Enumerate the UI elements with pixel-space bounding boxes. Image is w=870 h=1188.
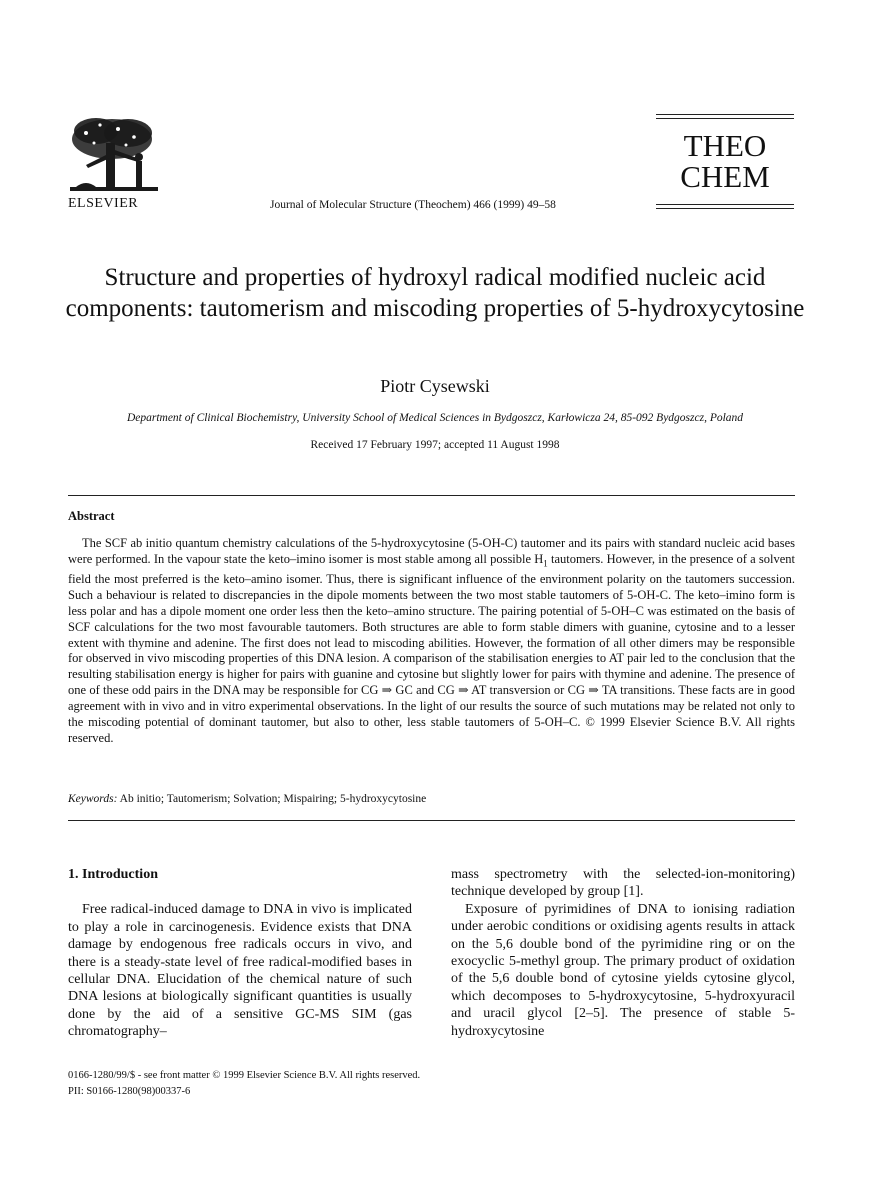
paragraph: Exposure of pyrimidines of DNA to ionising radiation under aerobic conditions or oxidising agents results in attack on the 5,6 double bond of the pyrimidine ring or on the exocyclic 5-methyl group. The primary product of oxidation of the 5,6 double bond of cytosine yields cytosine glycol, which decomposes to 5-hydroxycytosine, 5-hydroxyuracil and uracil glycol [2–5]. The presence of stable 5-hydroxycytosine [451, 901, 795, 1039]
keywords-list: Ab initio; Tautomerism; Solvation; Mispairing; 5-hydroxycytosine [117, 793, 427, 805]
left-column [68, 866, 412, 1041]
badge-rule [656, 204, 794, 205]
keywords-label: Keywords: [68, 793, 118, 805]
copyright-line: 0166-1280/99/$ - see front matter © 1999 Elsevier Science B.V. All rights reserved. [68, 1070, 421, 1081]
badge-rule [656, 114, 794, 115]
author-name: Piotr Cysewski [380, 376, 490, 396]
divider [68, 495, 795, 496]
author-affiliation: Department of Clinical Biochemistry, University School of Medical Sciences in Bydgoszcz, Karłowicza 24, 85-092 Bydgoszcz, Poland [126, 412, 744, 424]
badge-rule [656, 118, 794, 119]
publisher-name: ELSEVIER [68, 196, 139, 211]
journal-reference: Journal of Molecular Structure (Theochem) 466 (1999) 49–58 [270, 199, 556, 211]
right-column [451, 866, 795, 1040]
journal-badge-line: THEO [683, 128, 767, 163]
abstract-text-part: tautomers. However, in the presence of a solvent field the most preferred is the keto–amino isomer. Thus, there is significant influence of the environment polarity on the tautomers succession. Such a behaviour is related to discrepancies in the dipole moments between the two most stable tautomers of 5-OH-C. The keto–imino form is less polar and has a dipole moment one order less then the keto–amino structure. The pairing potential of 5-OH–C was estimated on the basis of SCF calculations for the two most favourable tautomers. Both structures are able to form stable dimers with guanine, cytosine and to a lesser extent with thymine and adenine. The first does not lead to miscoding abilities. However, the formation of all other dimers may be responsible for observed in vivo miscoding properties of this DNA lesion. A comparison of the stabilisation energies to AT pair led to the conclusion that the resulting stabilisation energy is higher for pairs with guanine and cytosine but slightly lower for pairs with thymine and adenine. The presence of one of these odd pairs in the DNA may be responsible for CG ⇒ GC and CG ⇒ AT transversion or CG ⇒ TA transitions. These facts are in good agreement with in vivo and in vitro experimental observations. In the light of our results the source of such mutations may be related not only to the miscoding potential of dominant tautomer, but also to other, less stable tautomers of 5-OH–C. © 1999 Elsevier Science B.V. All rights reserved. [68, 551, 795, 745]
paragraph: mass spectrometry with the selected-ion-monitoring) technique developed by group [1]. [451, 867, 795, 900]
journal-badge [656, 130, 794, 192]
elsevier-tree-logo-icon [66, 113, 162, 203]
keywords [68, 793, 795, 805]
journal-badge-line: CHEM [680, 159, 770, 194]
badge-rule [656, 208, 794, 209]
abstract-text [68, 536, 795, 746]
abstract-heading: Abstract [68, 509, 115, 523]
abstract-subscript: 1 [543, 558, 548, 569]
paragraph: Free radical-induced damage to DNA in vivo is implicated to play a role in carcinogenesis. Evidence exists that DNA damage by endogenous free radicals occurs in vivo, and there is a steady-state level of free radical-modified bases in cellular DNA. Elucidation of the chemical nature of such DNA lesions at biologically significant quantities is usually done by the aid of a sensitive GC-MS SIM (gas chromatography– [68, 902, 412, 1040]
received-dates: Received 17 February 1997; accepted 11 August 1998 [310, 439, 560, 451]
section-heading: 1. Introduction [68, 867, 158, 882]
article-title: Structure and properties of hydroxyl radical modified nucleic acid components: tautomerism and miscoding properties of 5-hydroxycytosine [65, 264, 805, 322]
abstract-text-part: The SCF ab initio quantum chemistry calculations of the 5-hydroxycytosine (5-OH-C) tautomer and its pairs with standard nucleic acid bases were performed. In the vapour state the keto–imino isomer is most stable among all possible H [68, 536, 795, 566]
pii-line: PII: S0166-1280(98)00337-6 [68, 1086, 191, 1097]
divider [68, 820, 795, 821]
